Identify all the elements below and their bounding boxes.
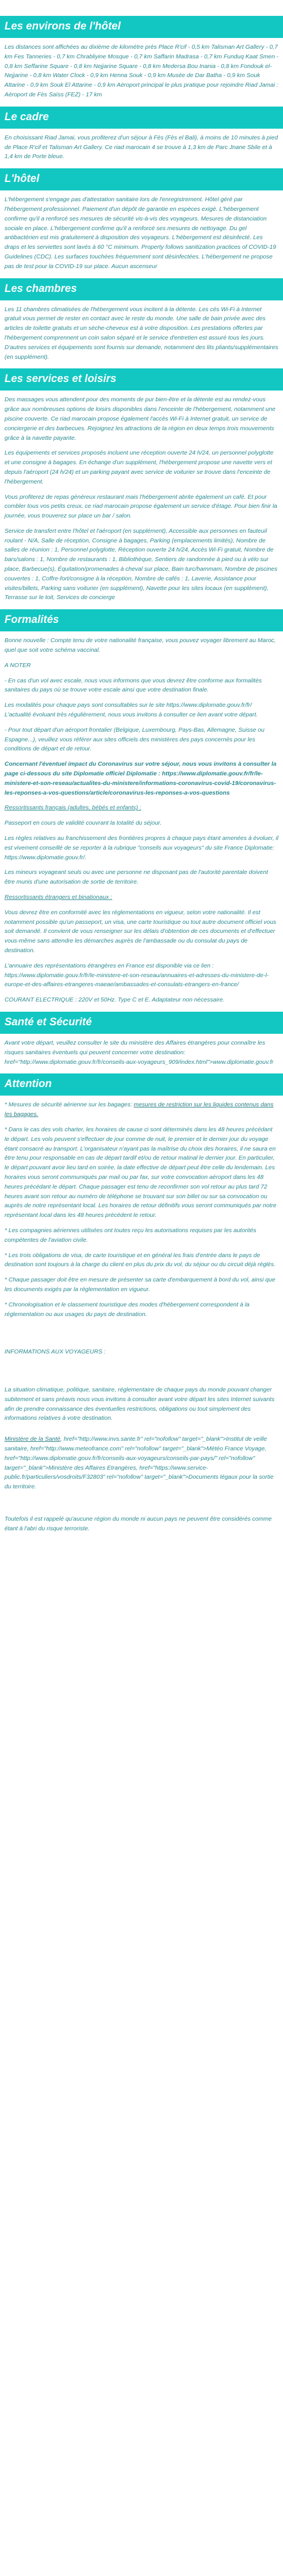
paragraph-text: * Dans le cas des vols charter, les horaires de cause ci sont déterminés dans les 48 heures précédant le départ. Les vols peuvent s'effectuer de jour comme de nuit, le premier et le dernier jour du voyage étant consacré au transport. L'organisateur n'ayant pas la maîtrise du choix des horaires, il ne saura en être tenu pour responsable en cas de départ tardif et/ou de retour matinal le dernier jour. En particulier, le départ pouvant avoir lieu tard en soirée, la date effective de départ peut être celle du lendemain. Les horaires vous seront communiqués par mail ou par fax, sur votre convocation aéroport dans les 48 heures précédant le départ. Chaque passager est tenu de reconfirmer son vol retour au plus tard 72 heures avant son retour au numéro de téléphone se trouvant sur son billet ou sur sa convocation ou auprès de notre représentant local. Les horaires de retour définitifs vous seront communiqués par notre représentant local dans les 48 heures précédent le retour. — [5, 1126, 277, 1219]
section-body — [0, 133, 283, 162]
paragraph: Vous profiterez de repas généreux restaurant mais l'hébergement abrite également un café. Et pour combler tous vos petits creux, ce riad marocain propose également un service d'étage. Pour bien finir la journée, vous trouverez sur place un bar / salon. — [5, 493, 277, 520]
paragraph — [5, 661, 278, 670]
paragraph — [5, 1251, 278, 1270]
paragraph — [5, 636, 278, 655]
paragraph: Service de transfert entre l'hôtel et l'aéroport (en supplément), Accessible aux personnes en fauteuil roulant - N/A, Salle de réception, Consigne à bagages, Parking (emplacements limités), Nombre de salles de réunion : 1, Personnel polyglotte, Réception ouverte 24 h/24, Accès Wi-Fi gratuit, Nombre de bars/salons : 1, Nombre de restaurants : 1, Bibliothèque, Sentiers de randonnée à pied ou à vélo sur place, Barbecue(s), Équitation/promenades à cheval sur place, Bain turc/hammam, Nombre de piscines couvertes : 1, Coffre-fort/consigne à la réception, Nombre de cafés : 1, Laverie, Assistance pour visites/billets, Parking sans voiturier (en supplément), Navette pour les sites locaux (en supplément), Terrasse sur le toit, Services de concierge — [5, 527, 278, 601]
section-title: Santé et Sécurité — [0, 1012, 283, 1034]
section-title: Attention — [0, 1073, 283, 1096]
paragraph: L'hébergement s'engage pas d'attestation sanitaire lors de l'enregistrement. Hôtel géré par l'hébergement professionnel. Paiement d'un dépôt de garantie en espèces exigé. L'hébergement confirme qu'il a renforcé ses mesures de sécurité vis-à-vis des voyageurs. Mesures de distanciation sociale en place. L'hébergement confirme qu'il a renforcé ses mesures de nettoyage. Du gel antibactérien est mis gratuitement à disposition des voyageurs. L'hébergement est désinfecté. Les draps et les serviettes sont lavés à 60 °C minimum. Property follows sanitization practices of COVID-19 Guidelines (CDC). Les surfaces touchées fréquemment sont désinfectées. L'hébergement ne propose pas de test pour la COVID-19 sur place. Aucun ascenseur — [5, 196, 276, 270]
paragraph-text: * Les trois obligations de visa, de carte touristique et en général les frais d'entrée dans le pays de destination sont toujours à la charge du client en plus du prix du vol, du séjour ou du circuit déjà réglés. — [5, 1251, 276, 1268]
paragraph — [5, 1100, 278, 1119]
paragraph-text: A NOTER — [5, 661, 31, 669]
spacer — [5, 1497, 278, 1514]
paragraph — [5, 1226, 278, 1245]
spacer — [5, 1325, 278, 1347]
ministry-health-link[interactable]: Ministère de la Santé — [5, 1436, 61, 1443]
paragraph-text: Les règles relatives au franchissement des frontières propres à chaque pays étant amenées à évoluer, il est vivement conseillé de se reporter à la rubrique "conseils aux voyageurs" du site France Diplomatie: https://www.diplomatie.gouv.fr/. — [5, 835, 278, 861]
section-title: Formalités — [0, 609, 283, 631]
situation-paragraph: La situation climatique, politique, sanitaire, réglementaire de chaque pays du monde pouvant changer subitement et sans préavis nous vous invitons à consulter avant votre départ les sites Internet suivants afin de prendre connaissance des éventuelles restrictions, obligations ou tout simplement des informations relatives à votre destination. — [5, 1386, 275, 1422]
spacer — [5, 1363, 278, 1385]
section-4 — [0, 368, 283, 602]
paragraph — [5, 961, 278, 990]
travel-info — [0, 1300, 283, 1534]
paragraph-text: Concernant l'éventuel impact du Coronavirus sur votre séjour, nous vous invitons à consulter la page ci-dessous du site Diplomatie officiel Diplomatie : https://www.diplomatie.gouv.fr/fr/le-ministere-et-son-reseau/actualites-du-ministere/informations-coronavirus-covid-19/coronavirus-les-reponses-a-vos-questions/article/coronavirus-les-reponses-a-vos-questions — [5, 761, 277, 796]
paragraph-text: L'annuaire des représentations étrangères en France est disponible via ce lien : https://www.diplomatie.gouv.fr/fr/le-ministere-et-son-reseau/annuaires-et-adresses-du-ministere-de-l-europe-et-des-affaires-etrangeres-maeae/ambassades-et-consulats-etrangers-en-france/ — [5, 962, 269, 988]
page — [0, 16, 283, 1534]
paragraph — [5, 725, 278, 754]
paragraph-text: Avant votre départ, veuillez consulter le site du ministère des Affaires étrangères pour connaître les risques sanitaires éventuels qui peuvent concerner votre destination: href="http://www.diplomatie.gouv.fr/fr/conseils-aux-voyageurs_909/index.html">www.diplomatie.gouv.fr — [5, 1039, 274, 1066]
section-6 — [0, 1012, 283, 1067]
paragraph-text: * Les compagnies aériennes utilisées ont toutes reçu les autorisations requises par les autorités compétentes de l'aviation civile. — [5, 1227, 256, 1244]
paragraph — [5, 893, 278, 902]
paragraph-text: COURANT ELECTRIQUE : 220V et 50Hz. Type C et E. Adaptateur non nécessaire. — [5, 996, 225, 1004]
paragraph — [5, 676, 278, 695]
paragraph-text: Ressortissants étrangers et binationaux : — [5, 894, 113, 901]
paragraph: En choisissant Riad Jamai, vous profiterez d'un séjour à Fès (Fès el Bali), à moins de 10 minutes à pied de Place R'cif et Talisman Art Gallery. Ce riad marocain 4 se trouve à 1,3 km de Parc Jnane Sbile et à 1,4 km de Porte bleue. — [5, 134, 278, 160]
paragraph-text: Vous devrez être en conformité avec les réglementations en vigueur, selon votre nationalité. Il est notamment possible qu'un passeport, un visa, une carte touristique ou tout autre document officiel vous soit demandé. Il convient de vous renseigner sur les délais d'obtention de ces documents et d'effectuer vous-même sans attendre les démarches auprès de l'ambassade ou du consulat du pays de destination. — [5, 909, 277, 954]
section-2 — [0, 168, 283, 271]
paragraph — [5, 1038, 278, 1067]
paragraph — [5, 701, 278, 720]
paragraph-text: - En cas d'un vol avec escale, nous vous informons que vous devrez être conforme aux formalités sanitaires du pays où se trouve votre escale ainsi que votre destination finale. — [5, 677, 262, 694]
paragraph — [5, 908, 278, 956]
paragraph — [5, 803, 278, 813]
section-title: L'hôtel — [0, 168, 283, 190]
paragraph-text: Les modalités pour chaque pays sont consultables sur le site https://www.diplomatie.gouv.fr/fr/ L'actualité évoluant très régulièrement, nous vous invitons à consulter ce lien avant votre départ. — [5, 702, 258, 719]
section-body — [0, 1100, 283, 1294]
terror-risk-note: Toutefois il est rappelé qu'aucune région du monde ni aucun pays ne peuvent être considérés comme étant à l'abri du risque terroriste. — [5, 1516, 272, 1532]
paragraph-text: * Mesures de sécurité aérienne sur les bagages: — [5, 1101, 134, 1109]
spacer — [5, 1429, 278, 1435]
section-body — [0, 636, 283, 1005]
section-title: Les environs de l'hôtel — [0, 16, 283, 38]
section-5 — [0, 609, 283, 1005]
section-0 — [0, 16, 283, 100]
section-1 — [0, 107, 283, 162]
paragraph — [5, 1275, 278, 1295]
liquid-restriction-link[interactable]: mesures de restriction sur les liquides contenus dans les bagages. — [5, 1101, 274, 1118]
paragraph — [5, 818, 278, 828]
section-3 — [0, 278, 283, 362]
paragraph — [5, 759, 278, 797]
paragraph — [5, 868, 278, 887]
paragraph-text: Bonne nouvelle : Compte tenu de votre nationalité française, vous pouvez voyager librement au Maroc, quel que soit votre schéma vaccinal. — [5, 637, 276, 654]
section-body — [0, 195, 283, 271]
paragraph — [5, 834, 278, 862]
section-body — [0, 1038, 283, 1067]
travel-info-heading: INFORMATIONS AUX VOYAGEURS : — [5, 1348, 106, 1356]
paragraph-text: Les mineurs voyageant seuls ou avec une personne ne disposant pas de l'autorité parentale doivent être munis d'une autorisation de sortie de territoire. — [5, 869, 268, 886]
section-title: Les services et loisirs — [0, 368, 283, 391]
chronology-note: * Chronologisation et le classement touristique des modes d'hébergement correspondent à la réglementation ou aux usages du pays de destination. — [5, 1301, 250, 1318]
paragraph-text: - Pour tout départ d'un aéroport frontalier (Belgique, Luxembourg, Pays-Bas, Allemagne, Suisse ou Espagne...), veuillez vous référer aux sites officiels des ministères des pays concernés pour les conditions de départ et de retour. — [5, 726, 265, 753]
ministry-links — [5, 1435, 278, 1492]
ministry-links-text: , href="http://www.invs.sante.fr" rel="nofollow" target="_blank">Institut de veille sanitaire, href="http://www.meteofrance.com" rel="nofollow" target="_blank">Météo France Voyage, href="http://www.diplomatie.gouv.fr/fr/conseils-aux-voyageurs/conseils-par-pays/" rel="nofollow" target="_blank">Ministère des Affaires Etrangères, href="https://www.service-public.fr/particuliers/vosdroits/F32803" rel="nofollow" target="_blank">Documents légaux pour la sortie du territoire. — [5, 1436, 274, 1491]
section-body — [0, 395, 283, 602]
paragraph-text: Ressortissants français (adultes, bébés et enfants) : — [5, 804, 142, 812]
section-7 — [0, 1073, 283, 1294]
section-title: Les chambres — [0, 278, 283, 300]
section-body — [0, 43, 283, 100]
paragraph-text: Passeport en cours de validité couvrant la totalité du séjour. — [5, 820, 162, 827]
section-body — [0, 305, 283, 362]
section-title: Le cadre — [0, 107, 283, 129]
paragraph: Les équipements et services proposés incluent une réception ouverte 24 h/24, un personnel polyglotte et une consigne à bagages. En échange d'un supplément, l'hébergement propose une navette vers et depuis l'aéroport (24 h/24) et un parking payant avec service de voiturier se trouve dans l'enceinte de l'hébergement. — [5, 449, 274, 485]
paragraph: Les 11 chambres climatisées de l'hébergement vous incitent à la détente. Les cés Wi-Fi à Internet gratuit vous permet de rester en contact avec le reste du monde. Une salle de bain privée avec des articles de toilette gratuits et un sèche-cheveux est à votre disposition. Les prestations offertes par l'hébergement comprennent un coin salon séparé et le service d'entretien est assuré tous les jours. D'autres services et équipements sont fournis sur demande, notamment des lits pliants/supplémentaires (en supplément). — [5, 305, 278, 360]
paragraph — [5, 995, 278, 1005]
paragraph — [5, 1125, 278, 1220]
paragraph: Les distances sont affichées au dixième de kilomètre près Place R'cif - 0,5 km Talisman Art Gallery - 0,7 km Fes Tanneries - 0,7 km Chrabliyine Mosque - 0,7 km Saffarin Madrasa - 0,7 km Funduq Kaat Smen - 0,8 km Seffarine Square - 0,8 km Nejjarine Square - 0,8 km Medersa Bou Inania - 0,8 km Fondouk el-Nejjarine - 0,8 km Water Clock - 0,9 km Henna Souk - 0,9 km Musée de Dar Batha - 0,9 km Souk Attarine - 0,9 km Souk El Attarine - 0,9 km Aéroport principal le plus pratique pour rejoindre Riad Jamai : Aéroport de Fès Saïss (FEZ) - 17 km — [5, 44, 278, 98]
paragraph-text: * Chaque passager doit être en mesure de présenter sa carte d'embarquement à bord du vol, ainsi que les documents exigés par la réglementation en vigueur. — [5, 1276, 276, 1293]
paragraph: Des massages vous attendent pour des moments de pur bien-être et la détente est au rendez-vous grâce aux nombreuses options de loisirs disponibles dans l'enceinte de l'hébergement, notamment une piscine couverte. Ce riad marocain propose également l'accès Wi-Fi à Internet gratuit, un service de conciergerie et des barbecues. Rejoignez les attractions de la région en deux temps trois mouvements grâce à la navette payante. — [5, 396, 276, 442]
